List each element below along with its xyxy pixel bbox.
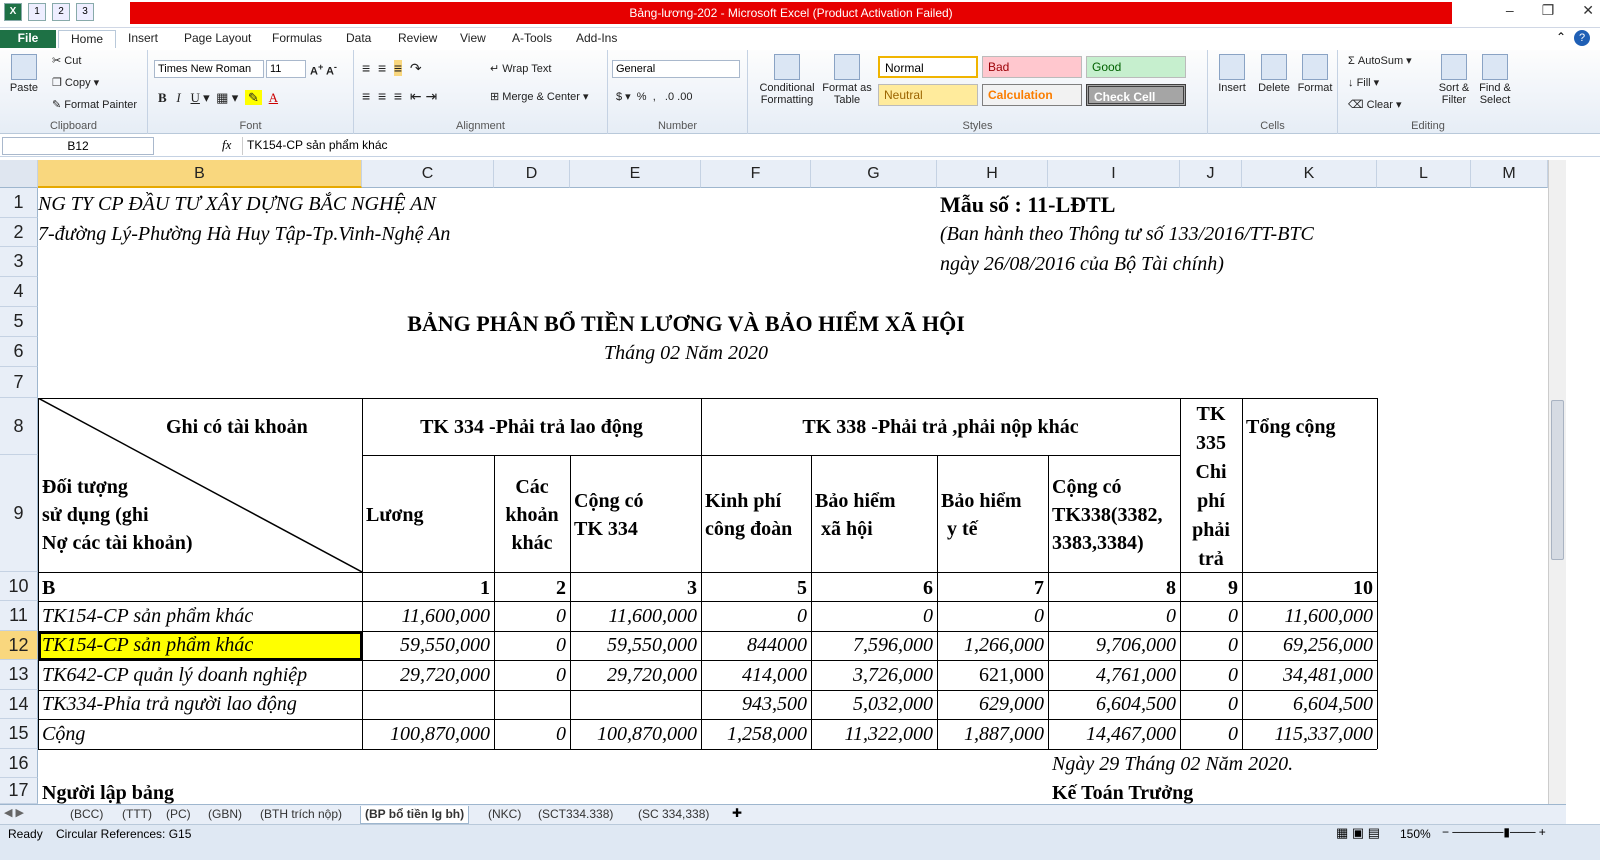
- index-cell[interactable]: 9: [1228, 577, 1238, 599]
- status-ready: Ready: [8, 827, 43, 841]
- index-cell[interactable]: 7: [1034, 577, 1044, 599]
- row-value-cell[interactable]: 1,887,000: [964, 723, 1044, 745]
- row-header[interactable]: 4: [0, 277, 38, 307]
- row-header[interactable]: 13: [0, 660, 38, 690]
- insert-cells-button[interactable]: Insert: [1214, 54, 1250, 94]
- row-value-cell[interactable]: 0: [556, 664, 566, 686]
- tab-scroll-icon[interactable]: ◀ ▶: [4, 807, 24, 819]
- row-value-cell[interactable]: 1,266,000: [964, 634, 1044, 656]
- wrap-text-button[interactable]: ↵ Wrap Text: [490, 63, 552, 75]
- merge-center-button[interactable]: ⊞ Merge & Center ▾: [490, 91, 589, 103]
- number-format-select[interactable]: General: [612, 60, 740, 78]
- insert-function-icon[interactable]: fx: [222, 137, 232, 152]
- row-header[interactable]: 16: [0, 749, 38, 778]
- formula-bar: [0, 135, 1600, 157]
- index-cell[interactable]: 10: [1353, 577, 1373, 599]
- row-value-cell[interactable]: 621,000: [979, 664, 1044, 686]
- undo-icon[interactable]: 2: [52, 3, 70, 21]
- tab-page-layout[interactable]: Page Layout: [184, 31, 252, 45]
- clear-button[interactable]: ⌫ Clear ▾: [1348, 99, 1402, 111]
- report-title: BẢNG PHÂN BỔ TIỀN LƯƠNG VÀ BẢO HIỂM XÃ HỘI: [407, 311, 965, 336]
- sheet-tab[interactable]: (GBN): [208, 807, 242, 821]
- decree-line-1: (Ban hành theo Thông tư số 133/2016/TT-BTC: [940, 223, 1314, 245]
- sheet-tab[interactable]: (PC): [166, 807, 191, 821]
- row-value-cell[interactable]: 0: [1228, 664, 1238, 686]
- row-value-cell[interactable]: 0: [797, 605, 807, 627]
- view-mode-icons[interactable]: ▦ ▣ ▤: [1336, 825, 1381, 840]
- style-normal[interactable]: Normal: [878, 56, 978, 78]
- row-account-label[interactable]: Cộng: [42, 723, 86, 745]
- sort-filter-button[interactable]: Sort & Filter: [1436, 54, 1472, 106]
- index-cell[interactable]: 8: [1166, 577, 1176, 599]
- tab-add-ins[interactable]: Add-Ins: [576, 31, 618, 45]
- row-value-cell[interactable]: 0: [1034, 605, 1044, 627]
- row-value-cell[interactable]: 5,032,000: [853, 693, 933, 715]
- row-value-cell[interactable]: 0: [1228, 693, 1238, 715]
- zoom-level[interactable]: 150%: [1400, 827, 1431, 841]
- company-name: NG TY CP ĐẦU TƯ XÂY DỰNG BẮC NGHỆ AN: [38, 193, 436, 215]
- row-value-cell[interactable]: 0: [1166, 605, 1176, 627]
- status-bar: [0, 824, 1600, 860]
- row-header[interactable]: 7: [0, 367, 38, 398]
- format-cells-icon: [1302, 54, 1328, 80]
- column-header-h[interactable]: H: [937, 160, 1048, 188]
- decree-line-2: ngày 26/08/2016 của Bộ Tài chính): [940, 253, 1224, 275]
- restore-icon[interactable]: ❐: [1541, 2, 1555, 18]
- subheader-luong: Lương: [366, 504, 424, 526]
- index-cell[interactable]: 1: [480, 577, 490, 599]
- row-header[interactable]: 10: [0, 572, 38, 601]
- row-header[interactable]: 9: [0, 455, 38, 572]
- header-debit-1: Đối tượng: [42, 476, 128, 498]
- row-value-cell[interactable]: 0: [556, 634, 566, 656]
- delete-cells-icon: [1261, 54, 1287, 80]
- row-value-cell[interactable]: 3,726,000: [853, 664, 933, 686]
- conditional-formatting-icon: [774, 54, 800, 80]
- sheet-tab[interactable]: (SCT334.338): [538, 807, 614, 821]
- font-group: Times New Roman 11 A+ A- B I U ▾ ▦ ▾ ✎ A Font: [148, 50, 354, 134]
- alignment-group: ≡ ≡ ≡ ↷ ≡ ≡ ≡ ⇤ ⇥ ↵ Wrap Text ⊞ Merge & Center ▾ Alignment: [354, 50, 608, 134]
- sheet-tab-bar: [0, 804, 1566, 824]
- find-select-icon: [1482, 54, 1508, 80]
- vertical-scrollbar[interactable]: [1548, 160, 1566, 804]
- row-account-label[interactable]: TK334-Phỉa trả người lao động: [42, 693, 297, 715]
- new-sheet-icon[interactable]: ✚: [732, 806, 743, 820]
- row-value-cell[interactable]: 11,322,000: [844, 723, 933, 745]
- ribbon-collapse-icon[interactable]: ⌃: [1555, 30, 1566, 44]
- tab-data[interactable]: Data: [346, 31, 372, 45]
- row-value-cell[interactable]: 11,600,000: [608, 605, 697, 627]
- subheader-cong-tk334: Cộng có TK 334: [574, 490, 644, 540]
- row-value-cell[interactable]: 59,550,000: [607, 634, 697, 656]
- row-value-cell[interactable]: 11,600,000: [1284, 605, 1373, 627]
- cells-group: Insert Delete Format Cells: [1208, 50, 1338, 134]
- format-as-table-button[interactable]: Format as Table: [822, 54, 872, 106]
- row-value-cell[interactable]: 29,720,000: [400, 664, 490, 686]
- row-header[interactable]: 1: [0, 188, 38, 218]
- sheet-tab[interactable]: (BCC): [70, 807, 104, 821]
- index-cell[interactable]: 5: [797, 577, 807, 599]
- ribbon: [0, 50, 1600, 134]
- cut-button[interactable]: ✂ Cut: [52, 55, 82, 67]
- index-cell[interactable]: 6: [923, 577, 933, 599]
- header-tk334: TK 334 -Phải trả lao động: [420, 416, 643, 438]
- header-tk338: TK 338 -Phải trả ,phải nộp khác: [802, 416, 1079, 438]
- subheader-cac-khoan-khac: Các khoản khác: [505, 476, 559, 554]
- sheet-tab[interactable]: (NKC): [488, 807, 522, 821]
- sheet-tab[interactable]: (SC 334,338): [638, 807, 710, 821]
- quick-access-toolbar: [4, 3, 94, 21]
- form-number: Mẫu số : 11-LĐTL: [940, 192, 1116, 217]
- row-value-cell[interactable]: 0: [556, 605, 566, 627]
- sheet-tab[interactable]: (BTH trích nộp): [260, 807, 343, 821]
- row-value-cell[interactable]: 414,000: [742, 664, 807, 686]
- header-total: Tổng cộng: [1246, 416, 1336, 438]
- column-header-c[interactable]: C: [362, 160, 494, 188]
- close-icon[interactable]: ✕: [1582, 2, 1594, 18]
- autosum-button[interactable]: Σ AutoSum ▾: [1348, 55, 1412, 67]
- column-header-k[interactable]: K: [1242, 160, 1377, 188]
- index-cell[interactable]: B: [42, 577, 56, 599]
- row-value-cell[interactable]: 1,258,000: [727, 723, 807, 745]
- save-icon[interactable]: 1: [28, 3, 46, 21]
- header-credit-account: Ghi có tài khoản: [166, 416, 308, 438]
- status-circular: Circular References: G15: [56, 827, 192, 841]
- row-header[interactable]: 2: [0, 218, 38, 247]
- row-value-cell[interactable]: 629,000: [979, 693, 1044, 715]
- fill-button[interactable]: ↓ Fill ▾: [1348, 77, 1380, 89]
- row-value-cell[interactable]: 0: [1228, 723, 1238, 745]
- row-value-cell[interactable]: 0: [923, 605, 933, 627]
- header-debit-2: sử dụng (ghi: [42, 504, 149, 526]
- row-value-cell[interactable]: 100,870,000: [597, 723, 697, 745]
- delete-cells-button[interactable]: Delete: [1254, 54, 1294, 94]
- find-select-button[interactable]: Find & Select: [1476, 54, 1514, 106]
- row-header[interactable]: 3: [0, 247, 38, 277]
- font-name-select[interactable]: Times New Roman: [154, 60, 264, 78]
- font-size-select[interactable]: 11: [266, 60, 306, 78]
- styles-group: Conditional Formatting Format as Table Normal Bad Good Neutral Calculation Check Cell Styles: [748, 50, 1208, 134]
- format-as-table-icon: [834, 54, 860, 80]
- company-address: 7-đường Lý-Phường Hà Huy Tập-Tp.Vinh-Nghệ An: [38, 223, 451, 245]
- accountant-label: Kế Toán Trưởng: [1052, 782, 1194, 804]
- row-account-label[interactable]: TK154-CP sản phẩm khác: [42, 605, 254, 627]
- tab-insert[interactable]: Insert: [128, 31, 159, 45]
- title-bar: [0, 0, 1600, 28]
- index-cell[interactable]: 3: [687, 577, 697, 599]
- grow-font-button[interactable]: A+ A-: [310, 62, 337, 78]
- report-period: Tháng 02 Năm 2020: [604, 342, 768, 364]
- row-value-cell[interactable]: 0: [556, 723, 566, 745]
- row-header[interactable]: 5: [0, 307, 38, 337]
- column-header-d[interactable]: D: [494, 160, 570, 188]
- paste-button[interactable]: Paste: [6, 54, 42, 94]
- help-icon[interactable]: ?: [1574, 30, 1590, 46]
- column-header-l[interactable]: L: [1377, 160, 1471, 188]
- column-header-f[interactable]: F: [701, 160, 811, 188]
- row-account-label[interactable]: TK642-CP quản lý doanh nghiệp: [42, 664, 308, 686]
- tab-home[interactable]: Home: [58, 30, 116, 48]
- style-neutral[interactable]: Neutral: [878, 84, 978, 106]
- zoom-slider[interactable]: − ──────▮─── +: [1442, 825, 1546, 839]
- worksheet-grid[interactable]: [0, 160, 1548, 804]
- row-value-cell[interactable]: 29,720,000: [607, 664, 697, 686]
- formula-input[interactable]: TK154-CP sản phẩm khác: [242, 137, 1552, 155]
- insert-cells-icon: [1219, 54, 1245, 80]
- style-check-cell[interactable]: Check Cell: [1086, 84, 1186, 106]
- row-value-cell[interactable]: 69,256,000: [1283, 634, 1373, 656]
- row-value-cell[interactable]: 7,596,000: [853, 634, 933, 656]
- vertical-align-buttons[interactable]: ≡ ≡ ≡ ↷: [362, 60, 422, 76]
- tab-file[interactable]: File: [0, 30, 56, 48]
- ribbon-tabs: [0, 28, 1600, 50]
- row-account-label[interactable]: TK154-CP sản phẩm khác: [42, 634, 254, 656]
- format-painter-button[interactable]: ✎ Format Painter: [52, 99, 138, 111]
- date-line: Ngày 29 Tháng 02 Năm 2020.: [1052, 753, 1294, 775]
- row-value-cell[interactable]: 0: [1228, 634, 1238, 656]
- minimize-icon[interactable]: –: [1505, 2, 1514, 18]
- row-value-cell[interactable]: 9,706,000: [1096, 634, 1176, 656]
- preparer-label: Người lập bảng: [42, 782, 175, 804]
- copy-button[interactable]: ❐ Copy ▾: [52, 77, 100, 89]
- format-cells-button[interactable]: Format: [1296, 54, 1334, 94]
- row-header[interactable]: 12: [0, 631, 38, 660]
- row-value-cell[interactable]: 943,500: [742, 693, 807, 715]
- font-style-buttons[interactable]: B I U ▾ ▦ ▾ ✎ A: [158, 90, 279, 105]
- row-value-cell[interactable]: 6,604,500: [1096, 693, 1176, 715]
- excel-logo-icon: X: [4, 3, 22, 21]
- tab-review[interactable]: Review: [398, 31, 438, 45]
- row-value-cell[interactable]: 34,481,000: [1283, 664, 1373, 686]
- editing-group: Σ AutoSum ▾ ↓ Fill ▾ ⌫ Clear ▾ Sort & Filter Find & Select Editing: [1338, 50, 1518, 134]
- sheet-tab[interactable]: (TTT): [122, 807, 152, 821]
- column-header-e[interactable]: E: [570, 160, 701, 188]
- row-value-cell[interactable]: 4,761,000: [1096, 664, 1176, 686]
- window-title: Bảng-lương-202 - Microsoft Excel (Product Activation Failed): [130, 2, 1452, 24]
- column-header-i[interactable]: I: [1048, 160, 1180, 188]
- row-header[interactable]: 15: [0, 719, 38, 749]
- style-good[interactable]: Good: [1086, 56, 1186, 78]
- column-header-j[interactable]: J: [1180, 160, 1242, 188]
- subheader-cong-tk338: Cộng có TK338(3382, 3383,3384): [1052, 476, 1163, 554]
- row-header[interactable]: 8: [0, 398, 38, 455]
- redo-icon[interactable]: 3: [76, 3, 94, 21]
- number-group: General $ ▾ % , .0 .00 Number: [608, 50, 748, 134]
- name-box[interactable]: B12: [2, 137, 154, 155]
- row-value-cell[interactable]: 844000: [747, 634, 807, 656]
- row-value-cell[interactable]: 0: [1228, 605, 1238, 627]
- row-value-cell[interactable]: 11,600,000: [401, 605, 490, 627]
- row-value-cell[interactable]: 6,604,500: [1293, 693, 1373, 715]
- scroll-thumb[interactable]: [1551, 400, 1564, 560]
- index-cell[interactable]: 2: [556, 577, 566, 599]
- horizontal-align-buttons[interactable]: ≡ ≡ ≡ ⇤ ⇥: [362, 88, 438, 104]
- column-header-g[interactable]: G: [811, 160, 937, 188]
- row-value-cell[interactable]: 115,337,000: [1274, 723, 1373, 745]
- select-all-corner[interactable]: [0, 160, 38, 188]
- row-value-cell[interactable]: 14,467,000: [1086, 723, 1176, 745]
- row-header[interactable]: 14: [0, 690, 38, 719]
- column-header-m[interactable]: M: [1471, 160, 1548, 188]
- conditional-formatting-button[interactable]: Conditional Formatting: [754, 54, 820, 106]
- row-header[interactable]: 11: [0, 601, 38, 631]
- sheet-tab-active[interactable]: (BP bổ tiền lg bh): [360, 806, 469, 824]
- row-header[interactable]: 6: [0, 337, 38, 367]
- style-calculation[interactable]: Calculation: [982, 84, 1082, 106]
- row-value-cell[interactable]: 59,550,000: [400, 634, 490, 656]
- clipboard-group: Paste ✂ Cut ❐ Copy ▾ ✎ Format Painter Clipboard: [0, 50, 148, 134]
- header-debit-3: Nợ các tài khoản): [42, 532, 193, 554]
- right-rail: [1566, 160, 1600, 824]
- sort-filter-icon: [1441, 54, 1467, 80]
- header-tk335: TK 335 Chi phí phải trả: [1192, 403, 1230, 570]
- style-bad[interactable]: Bad: [982, 56, 1082, 78]
- subheader-kpcd: Kinh phí công đoàn: [705, 490, 793, 540]
- paste-icon: [11, 54, 37, 80]
- column-header-b[interactable]: B: [38, 160, 362, 188]
- subheader-bhyt: Bảo hiểm y tế: [941, 490, 1022, 540]
- row-value-cell[interactable]: 100,870,000: [390, 723, 490, 745]
- row-header[interactable]: 17: [0, 778, 38, 804]
- tab-view[interactable]: View: [460, 31, 486, 45]
- number-format-buttons[interactable]: $ ▾ % , .0 .00: [616, 91, 693, 103]
- tab-formulas[interactable]: Formulas: [272, 31, 323, 45]
- tab-a-tools[interactable]: A-Tools: [512, 31, 553, 45]
- subheader-bhxh: Bảo hiểm xã hội: [815, 490, 896, 540]
